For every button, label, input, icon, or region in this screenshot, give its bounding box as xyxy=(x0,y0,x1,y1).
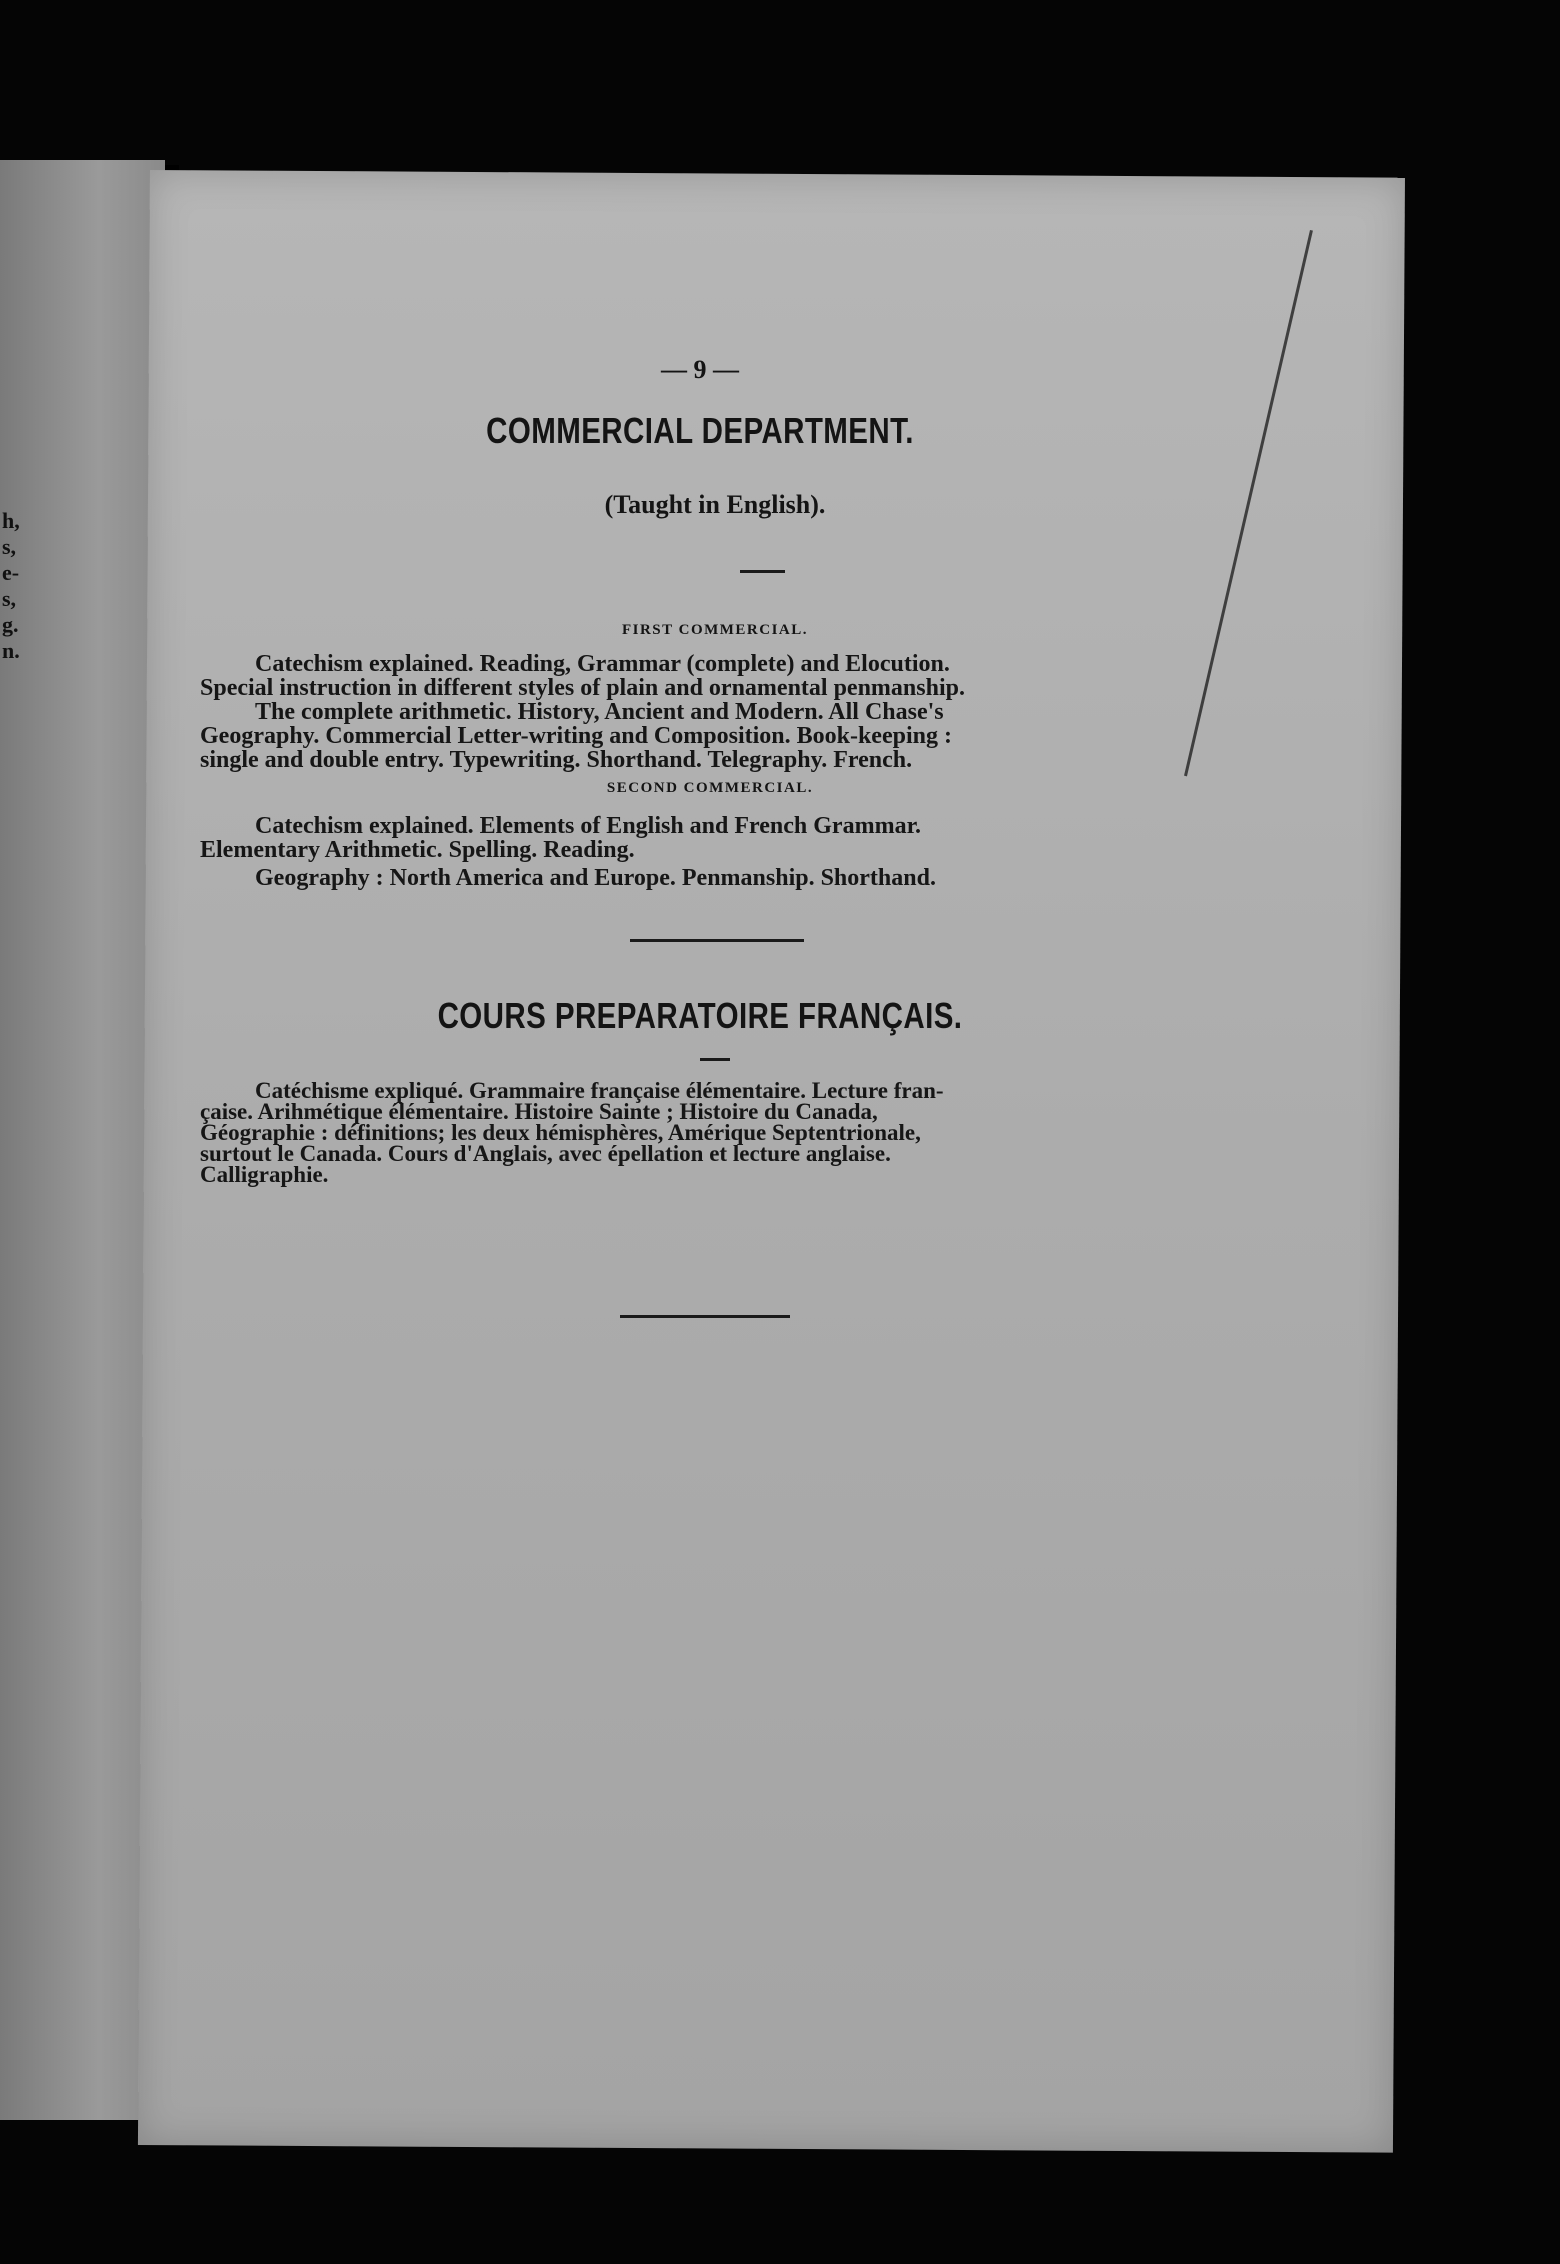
left-fragment: n. xyxy=(2,638,20,663)
left-fragment: s, xyxy=(2,586,17,611)
left-page-margin-text xyxy=(2,508,22,664)
cours-title: COURS PREPARATOIRE FRANÇAIS. xyxy=(437,995,963,1036)
paragraph-line: Catechism explained. Reading, Grammar (complete) and Elocution. xyxy=(255,651,950,677)
paragraph-line: Calligraphie. xyxy=(200,1162,329,1187)
left-fragment: h, xyxy=(2,508,20,533)
first-commercial-heading: FIRST COMMERCIAL. xyxy=(621,622,809,638)
section-dash xyxy=(700,1058,730,1061)
cours-paragraph xyxy=(200,1080,1200,1185)
paragraph-line: Elementary Arithmetic. Spelling. Reading. xyxy=(200,837,635,863)
section-dash xyxy=(740,570,785,573)
left-fragment: e- xyxy=(2,560,20,585)
paragraph-line: çaise. Arihmétique élémentaire. Histoire Sainte ; Histoire du Canada, xyxy=(200,1099,878,1124)
paragraph-line: surtout le Canada. Cours d'Anglais, avec épellation et lecture anglaise. xyxy=(200,1141,891,1166)
commercial-subtitle: (Taught in English). xyxy=(604,490,826,519)
left-fragment: s, xyxy=(2,534,17,559)
first-commercial-paragraph xyxy=(200,652,1200,772)
paragraph-line: single and double entry. Typewriting. Shorthand. Telegraphy. French. xyxy=(200,747,913,773)
section-divider xyxy=(620,1315,790,1318)
paragraph-line: Catechism explained. Elements of English and French Grammar. xyxy=(255,813,922,839)
paragraph-line: Geography : North America and Europe. Penmanship. Shorthand. xyxy=(255,865,936,891)
second-commercial-paragraph xyxy=(200,814,1200,890)
left-fragment: g. xyxy=(2,612,19,637)
paragraph-line: Catéchisme expliqué. Grammaire française élémentaire. Lecture fran- xyxy=(255,1078,944,1103)
section-divider xyxy=(630,939,804,942)
paragraph-line: The complete arithmetic. History, Ancient and Modern. All Chase's xyxy=(255,699,944,725)
paragraph-line: Geography. Commercial Letter-writing and Composition. Book-keeping : xyxy=(200,723,952,749)
paragraph-line: Géographie : définitions; les deux hémisphères, Amérique Septentrionale, xyxy=(200,1120,921,1145)
paragraph-line: Special instruction in different styles of plain and ornamental penmanship. xyxy=(200,675,965,701)
commercial-title: COMMERCIAL DEPARTMENT. xyxy=(486,410,914,451)
second-commercial-heading: SECOND COMMERCIAL. xyxy=(606,780,814,796)
page-number: — 9 — xyxy=(661,355,739,384)
